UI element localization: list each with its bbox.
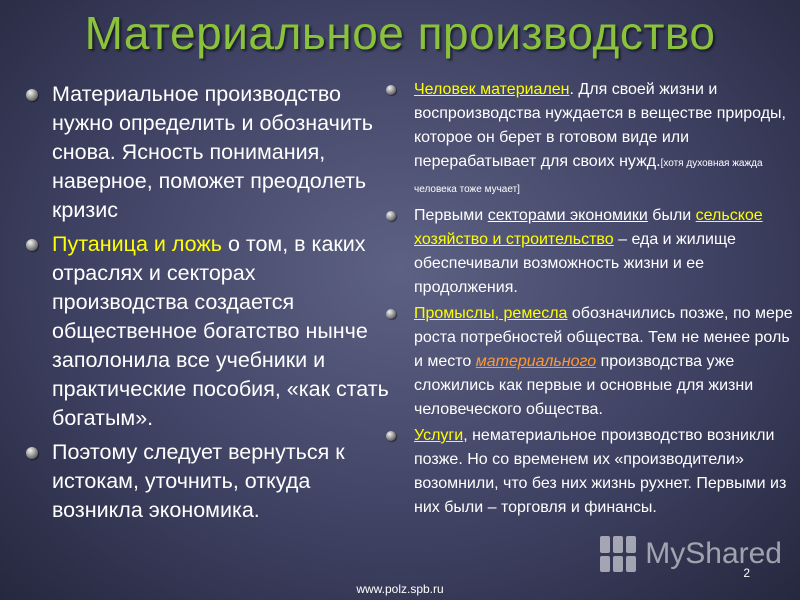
left-item-text: Поэтому следует вернуться к истокам, уточнить, откуда возникла экономика. (52, 440, 345, 522)
right-item-text-mid: были (647, 207, 696, 224)
bullet-icon (26, 239, 38, 251)
right-item-note: [хотя духовная жажда человека тоже мучает] (414, 158, 763, 195)
right-item-text-1: обозначились позже, по мере роста потребностей общества. Тем не менее роль и место (414, 305, 793, 370)
right-item-highlight: сельское хозяйство и строительство (414, 207, 763, 248)
myshared-watermark (600, 536, 782, 572)
bullet-icon (26, 447, 38, 459)
right-bullet-item-4 (384, 424, 794, 520)
left-bullet-item-3 (22, 438, 392, 525)
myshared-logo-icon (600, 536, 639, 572)
left-bullet-item-1 (22, 80, 392, 225)
right-bullet-item-2 (384, 204, 794, 300)
left-item-highlight: Путаница и ложь (52, 232, 222, 256)
right-item-text: . Для своей жизни и воспроизводства нуждается в веществе природы, которое он берет в готовом виде или перерабатывает для своих нужд. (414, 81, 786, 170)
slide-title: Материальное производство (84, 7, 716, 59)
left-column (22, 80, 392, 530)
right-item-underline: секторами экономики (487, 207, 648, 224)
bullet-icon (386, 431, 396, 441)
page-number: 2 (743, 566, 750, 580)
bullet-icon (386, 211, 396, 221)
watermark-text: MyShared (645, 537, 782, 570)
right-item-text-post: – еда и жилище обеспечивали возможность жизни и ее продолжения. (414, 231, 736, 296)
right-item-text: , нематериальное производство возникли позже. Но со временем их «производители» возомнили, что без них жизнь рухнет. Первыми из них были – торговля и финансы. (414, 427, 787, 516)
bullet-icon (386, 85, 396, 95)
right-item-highlight: Услуги (414, 427, 464, 444)
right-item-orange: материального (475, 353, 597, 370)
right-bullet-item-1 (384, 78, 794, 202)
left-item-text: Материальное производство нужно определить и обозначить снова. Ясность понимания, наверное, поможет преодолеть кризис (52, 82, 373, 222)
left-bullet-item-2 (22, 230, 392, 433)
bullet-icon (386, 309, 396, 319)
right-column (384, 78, 794, 522)
bullet-icon (26, 89, 38, 101)
right-item-text-2: производства уже сложились как первые и основные для жизни человеческого общества. (414, 353, 754, 418)
right-item-highlight: Промыслы, ремесла (414, 305, 568, 322)
footer-url: www.polz.spb.ru (356, 582, 444, 596)
right-item-highlight: Человек материален (414, 81, 570, 98)
right-item-text-pre: Первыми (414, 207, 488, 224)
left-item-text: о том, в каких отраслях и секторах производства создается общественное богатство нынче заполонила все учебники и практические пособия, «как стать богатым». (52, 232, 389, 430)
right-bullet-item-3 (384, 302, 794, 422)
